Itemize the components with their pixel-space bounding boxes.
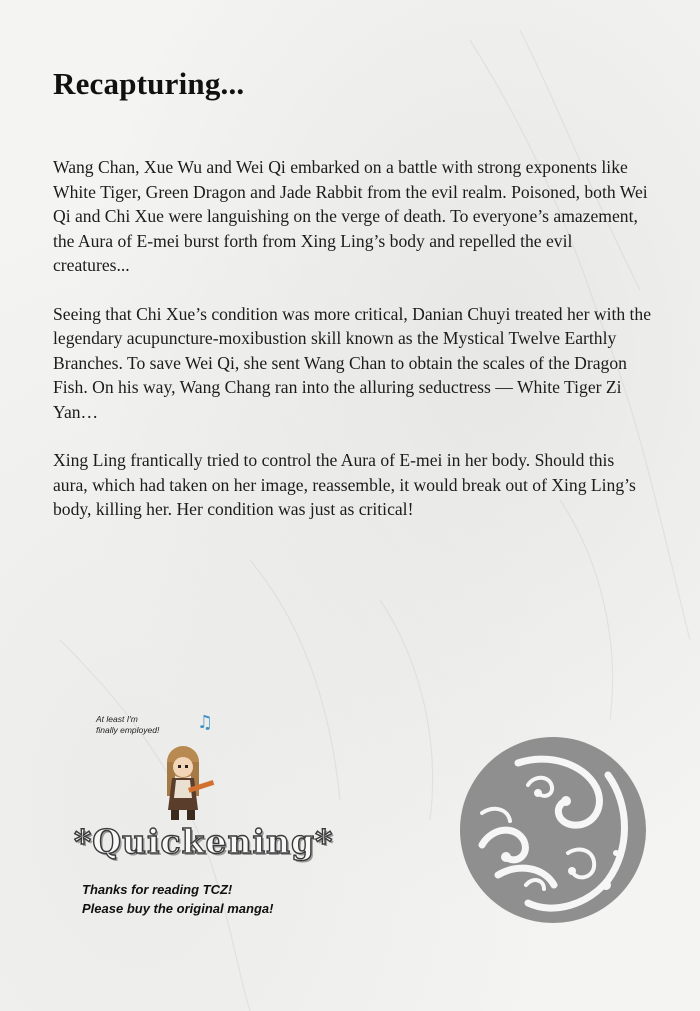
recap-paragraph: Xing Ling frantically tried to control the Aura of E-mei in her body. Should this aura, which had taken on her image, reassemble, it would break out of Xing Ling’s body, killing her. Her condition was just as critical!	[53, 450, 636, 519]
recap-paragraph: Wang Chan, Xue Wu and Wei Qi embarked on a battle with strong exponents like White Tiger, Green Dragon and Jade Rabbit from the evil realm. Poisoned, both Wei Qi and Chi Xue were languishing on the verge of death. To everyone’s amazement, the Aura of E-mei burst forth from Xing Ling’s body and repelled the evil creatures...	[53, 157, 648, 275]
cloud-swirl-emblem-icon	[458, 735, 648, 925]
recap-body	[53, 155, 653, 522]
mascot-sprite-icon	[148, 740, 218, 825]
music-note-icon: ♫	[197, 712, 214, 733]
credits-line: Thanks for reading TCZ!	[82, 882, 233, 897]
scanlation-brand-logo: *Quickening*	[74, 822, 334, 861]
mascot-caption-line: finally employed!	[96, 725, 160, 735]
mascot-caption-line: At least I'm	[96, 714, 138, 724]
page-title: Recapturing...	[53, 66, 245, 101]
mascot-speech-caption	[96, 714, 196, 736]
recap-paragraph: Seeing that Chi Xue’s condition was more critical, Danian Chuyi treated her with the legendary acupuncture-moxibustion skill known as the Mystical Twelve Earthly Branches. To save Wei Qi, she sent Wang Chan to obtain the scales of the Dragon Fish. On his way, Wang Chang ran into the alluring seductress — White Tiger Zi Yan…	[53, 303, 652, 422]
credits-line: Please buy the original manga!	[82, 901, 274, 916]
scanlation-credits	[82, 880, 273, 918]
